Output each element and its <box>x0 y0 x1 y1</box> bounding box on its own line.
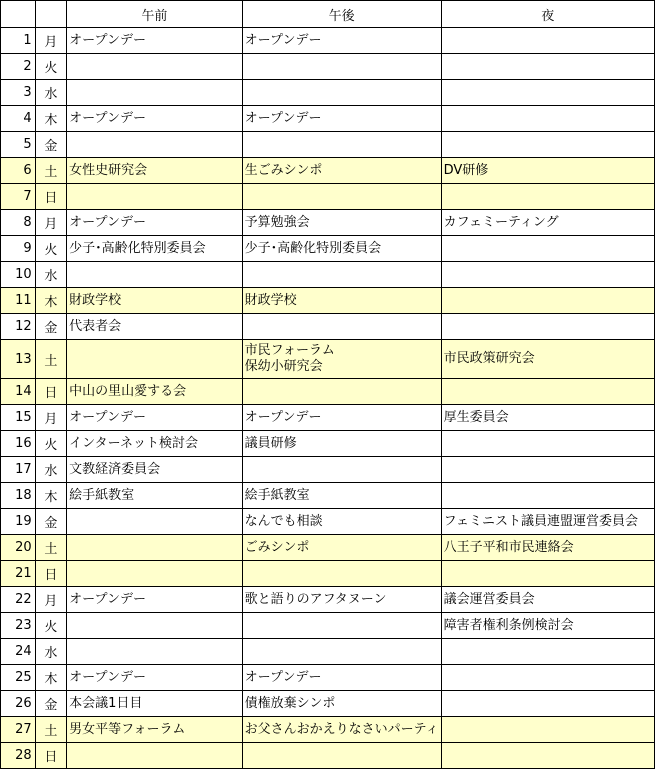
date-cell: 3 <box>1 80 36 106</box>
date-cell: 22 <box>1 587 36 613</box>
day-cell: 水 <box>35 262 66 288</box>
date-cell: 17 <box>1 457 36 483</box>
pm-cell <box>242 379 441 405</box>
day-cell: 月 <box>35 210 66 236</box>
table-row <box>1 158 655 184</box>
pm-cell: お父さんおかえりなさいパーティ <box>242 717 441 743</box>
am-cell <box>67 561 243 587</box>
day-cell: 日 <box>35 561 66 587</box>
header-night: 夜 <box>441 1 654 28</box>
pm-cell <box>242 457 441 483</box>
header-am: 午前 <box>67 1 243 28</box>
table-row <box>1 457 655 483</box>
table-row <box>1 314 655 340</box>
day-cell: 木 <box>35 106 66 132</box>
table-row <box>1 613 655 639</box>
date-cell: 18 <box>1 483 36 509</box>
table-row <box>1 717 655 743</box>
night-cell <box>441 717 654 743</box>
day-cell: 月 <box>35 405 66 431</box>
night-cell <box>441 54 654 80</box>
table-row <box>1 288 655 314</box>
header-date <box>1 1 36 28</box>
table-row <box>1 509 655 535</box>
pm-cell: オープンデー <box>242 106 441 132</box>
day-cell: 日 <box>35 379 66 405</box>
pm-cell: 議員研修 <box>242 431 441 457</box>
night-cell <box>441 28 654 54</box>
table-row <box>1 80 655 106</box>
am-cell <box>67 54 243 80</box>
night-cell: 八王子平和市民連絡会 <box>441 535 654 561</box>
date-cell: 28 <box>1 743 36 769</box>
pm-cell: オープンデー <box>242 665 441 691</box>
date-cell: 20 <box>1 535 36 561</box>
date-cell: 8 <box>1 210 36 236</box>
am-cell: 男女平等フォーラム <box>67 717 243 743</box>
day-cell: 金 <box>35 691 66 717</box>
pm-cell <box>242 132 441 158</box>
night-cell: 厚生委員会 <box>441 405 654 431</box>
pm-cell-line: 市民フォーラム <box>244 343 335 358</box>
table-row <box>1 106 655 132</box>
night-cell <box>441 236 654 262</box>
night-cell <box>441 561 654 587</box>
table-row <box>1 535 655 561</box>
day-cell: 月 <box>35 28 66 54</box>
pm-cell: オープンデー <box>242 28 441 54</box>
table-row <box>1 561 655 587</box>
am-cell <box>67 184 243 210</box>
pm-cell <box>242 80 441 106</box>
pm-cell <box>242 613 441 639</box>
table-row <box>1 587 655 613</box>
day-cell: 土 <box>35 158 66 184</box>
date-cell: 5 <box>1 132 36 158</box>
night-cell <box>441 483 654 509</box>
day-cell: 土 <box>35 535 66 561</box>
am-cell: オープンデー <box>67 106 243 132</box>
table-row <box>1 379 655 405</box>
am-cell: オープンデー <box>67 665 243 691</box>
day-cell: 木 <box>35 288 66 314</box>
night-cell: カフェミーティング <box>441 210 654 236</box>
night-cell <box>441 106 654 132</box>
pm-cell: ごみシンポ <box>242 535 441 561</box>
table-row <box>1 691 655 717</box>
day-cell: 金 <box>35 509 66 535</box>
table-row <box>1 639 655 665</box>
table-row <box>1 340 655 379</box>
date-cell: 2 <box>1 54 36 80</box>
pm-cell <box>242 561 441 587</box>
date-cell: 11 <box>1 288 36 314</box>
day-cell: 日 <box>35 184 66 210</box>
header-row <box>1 1 655 28</box>
am-cell: 代表者会 <box>67 314 243 340</box>
night-cell <box>441 288 654 314</box>
date-cell: 19 <box>1 509 36 535</box>
pm-cell <box>242 639 441 665</box>
night-cell: 障害者権利条例検討会 <box>441 613 654 639</box>
night-cell <box>441 184 654 210</box>
pm-cell <box>242 314 441 340</box>
day-cell: 月 <box>35 587 66 613</box>
am-cell: オープンデー <box>67 28 243 54</box>
pm-cell: 財政学校 <box>242 288 441 314</box>
date-cell: 6 <box>1 158 36 184</box>
am-cell <box>67 340 243 379</box>
day-cell: 金 <box>35 314 66 340</box>
am-cell: 女性史研究会 <box>67 158 243 184</box>
day-cell: 金 <box>35 132 66 158</box>
am-cell: 本会議1日目 <box>67 691 243 717</box>
header-day <box>35 1 66 28</box>
table-row <box>1 132 655 158</box>
table-row <box>1 54 655 80</box>
day-cell: 土 <box>35 340 66 379</box>
night-cell <box>441 639 654 665</box>
night-cell <box>441 691 654 717</box>
am-cell <box>67 80 243 106</box>
pm-cell <box>242 340 441 379</box>
night-cell <box>441 665 654 691</box>
day-cell: 火 <box>35 236 66 262</box>
night-cell <box>441 262 654 288</box>
day-cell: 火 <box>35 431 66 457</box>
header-pm: 午後 <box>242 1 441 28</box>
day-cell: 火 <box>35 54 66 80</box>
day-cell: 火 <box>35 613 66 639</box>
table-row <box>1 405 655 431</box>
date-cell: 1 <box>1 28 36 54</box>
table-row <box>1 483 655 509</box>
date-cell: 26 <box>1 691 36 717</box>
table-row <box>1 665 655 691</box>
night-cell: 議会運営委員会 <box>441 587 654 613</box>
night-cell <box>441 457 654 483</box>
night-cell <box>441 80 654 106</box>
night-cell <box>441 379 654 405</box>
am-cell: オープンデー <box>67 587 243 613</box>
table-row <box>1 262 655 288</box>
night-cell <box>441 132 654 158</box>
am-cell <box>67 613 243 639</box>
night-cell: DV研修 <box>441 158 654 184</box>
date-cell: 15 <box>1 405 36 431</box>
am-cell: インターネット検討会 <box>67 431 243 457</box>
date-cell: 9 <box>1 236 36 262</box>
table-row <box>1 28 655 54</box>
pm-cell <box>242 184 441 210</box>
am-cell: 財政学校 <box>67 288 243 314</box>
day-cell: 日 <box>35 743 66 769</box>
night-cell: フェミニスト議員連盟運営委員会 <box>441 509 654 535</box>
day-cell: 木 <box>35 483 66 509</box>
table-row <box>1 184 655 210</box>
pm-cell <box>242 262 441 288</box>
day-cell: 水 <box>35 457 66 483</box>
am-cell: 絵手紙教室 <box>67 483 243 509</box>
am-cell <box>67 535 243 561</box>
am-cell: 中山の里山愛する会 <box>67 379 243 405</box>
pm-cell: 少子･高齢化特別委員会 <box>242 236 441 262</box>
date-cell: 13 <box>1 340 36 379</box>
date-cell: 27 <box>1 717 36 743</box>
pm-cell <box>242 743 441 769</box>
pm-cell: 予算勉強会 <box>242 210 441 236</box>
am-cell: 少子･高齢化特別委員会 <box>67 236 243 262</box>
pm-cell: なんでも相談 <box>242 509 441 535</box>
am-cell <box>67 132 243 158</box>
pm-cell-line: 保幼小研究会 <box>244 359 323 374</box>
am-cell: オープンデー <box>67 405 243 431</box>
am-cell <box>67 509 243 535</box>
pm-cell <box>242 54 441 80</box>
table-row <box>1 236 655 262</box>
table-row <box>1 743 655 769</box>
day-cell: 土 <box>35 717 66 743</box>
pm-cell: 歌と語りのアフタヌーン <box>242 587 441 613</box>
date-cell: 12 <box>1 314 36 340</box>
night-cell <box>441 431 654 457</box>
am-cell <box>67 639 243 665</box>
day-cell: 水 <box>35 80 66 106</box>
am-cell: オープンデー <box>67 210 243 236</box>
date-cell: 25 <box>1 665 36 691</box>
day-cell: 木 <box>35 665 66 691</box>
table-row <box>1 210 655 236</box>
pm-cell: 生ごみシンポ <box>242 158 441 184</box>
pm-cell: 絵手紙教室 <box>242 483 441 509</box>
pm-cell: オープンデー <box>242 405 441 431</box>
date-cell: 24 <box>1 639 36 665</box>
pm-cell: 債権放棄シンポ <box>242 691 441 717</box>
date-cell: 23 <box>1 613 36 639</box>
am-cell <box>67 743 243 769</box>
date-cell: 14 <box>1 379 36 405</box>
night-cell <box>441 314 654 340</box>
day-cell: 水 <box>35 639 66 665</box>
night-cell: 市民政策研究会 <box>441 340 654 379</box>
table-row <box>1 431 655 457</box>
night-cell <box>441 743 654 769</box>
am-cell: 文教経済委員会 <box>67 457 243 483</box>
am-cell <box>67 262 243 288</box>
date-cell: 21 <box>1 561 36 587</box>
date-cell: 16 <box>1 431 36 457</box>
date-cell: 7 <box>1 184 36 210</box>
date-cell: 10 <box>1 262 36 288</box>
date-cell: 4 <box>1 106 36 132</box>
